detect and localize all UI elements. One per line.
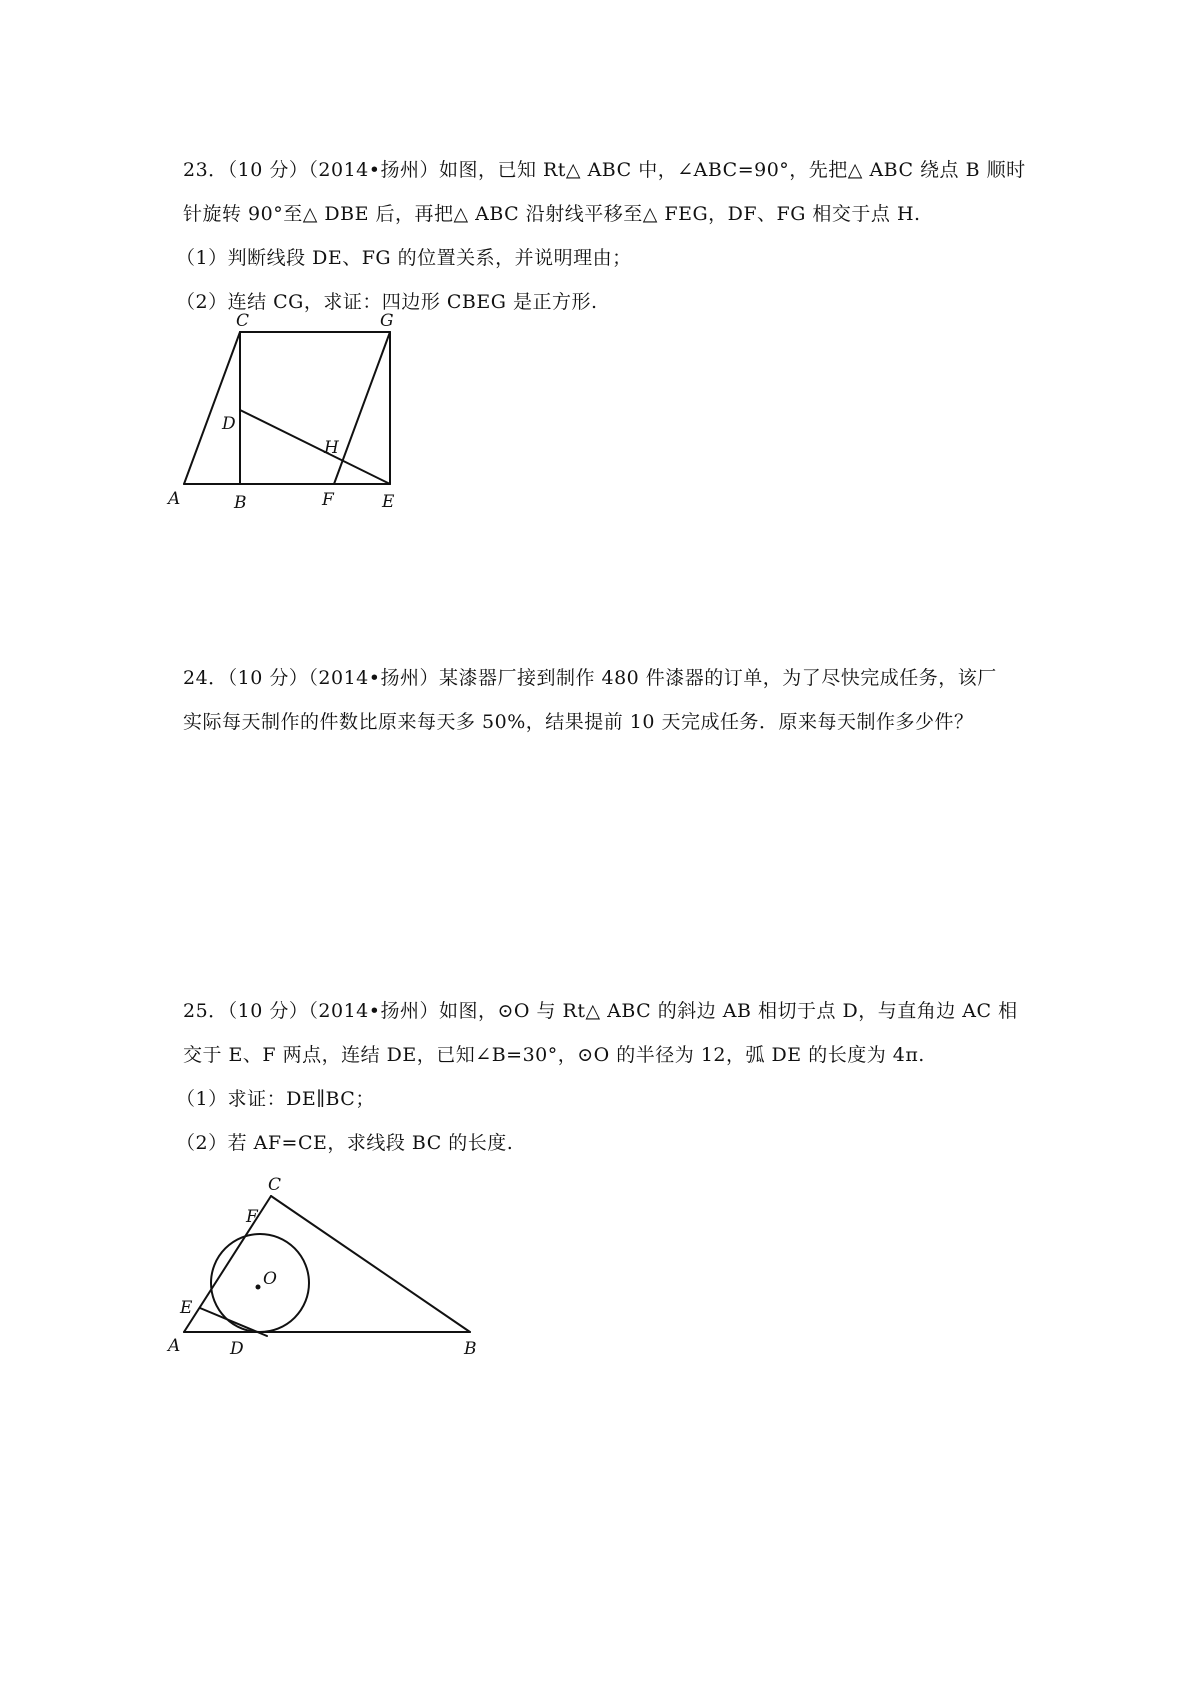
figure-23-segments <box>184 332 390 484</box>
circle-center-point <box>256 1285 261 1290</box>
figure-25-label-f: F <box>246 1207 258 1227</box>
figure-23-label-f: F <box>322 490 334 510</box>
figure-23-label-b: B <box>234 493 247 513</box>
problem-25-part-1: （1）求证：DE∥BC； <box>176 1088 375 1110</box>
figure-25-label-e: E <box>180 1298 193 1318</box>
figure-23 <box>168 311 430 518</box>
problem-23-part-1: （1）判断线段 DE、FG 的位置关系，并说明理由； <box>176 247 632 269</box>
figure-23-label-e: E <box>382 492 395 512</box>
figure-25-label-b: B <box>464 1339 477 1359</box>
figure-25-label-d: D <box>230 1339 244 1359</box>
problem-25-part-2: （2）若 AF=CE，求线段 BC 的长度. <box>176 1132 514 1154</box>
figure-23-label-h: H <box>324 438 339 458</box>
problem-23-line-2: 针旋转 90°至△ DBE 后，再把△ ABC 沿射线平移至△ FEG，DF、FG 相交于点 H. <box>183 203 921 225</box>
problem-23-part-2: （2）连结 CG，求证：四边形 CBEG 是正方形. <box>176 291 598 313</box>
problem-25-line-2: 交于 E、F 两点，连结 DE，已知∠B=30°，⊙O 的半径为 12，弧 DE 的长度为 4π. <box>183 1044 925 1066</box>
problem-25-line-1: 25．（10 分）（2014•扬州）如图，⊙O 与 Rt△ ABC 的斜边 AB 相切于点 D，与直角边 AC 相 <box>183 1000 1018 1022</box>
figure-23-label-g: G <box>380 311 394 331</box>
problem-24-line-1: 24．（10 分）（2014•扬州）某漆器厂接到制作 480 件漆器的订单，为了尽快完成任务，该厂 <box>183 667 997 689</box>
figure-25-label-c: C <box>268 1175 282 1195</box>
problem-24-line-2: 实际每天制作的件数比原来每天多 50%，结果提前 10 天完成任务．原来每天制作多少件？ <box>183 711 974 733</box>
figure-25 <box>168 1175 480 1360</box>
figure-23-label-c: C <box>236 311 250 331</box>
figure-25-segments <box>184 1196 470 1336</box>
figure-23-label-a: A <box>168 489 181 509</box>
figure-25-label-o: O <box>263 1269 277 1289</box>
figure-23-label-d: D <box>222 414 236 434</box>
figure-25-label-a: A <box>168 1336 181 1356</box>
problem-23-line-1: 23．（10 分）（2014•扬州）如图，已知 Rt△ ABC 中，∠ABC=90°，先把△ ABC 绕点 B 顺时 <box>183 159 1026 181</box>
